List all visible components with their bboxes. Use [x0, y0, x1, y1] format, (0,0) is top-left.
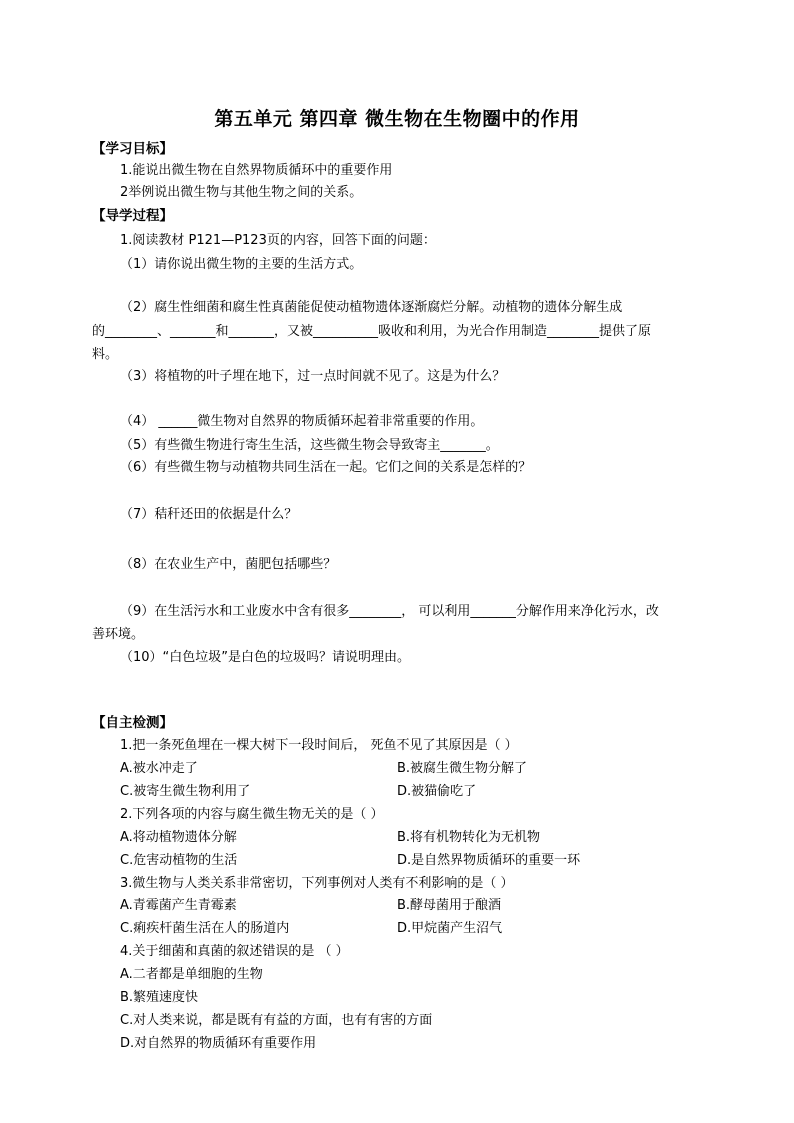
- process-intro: 1.阅读教材 P121—P123页的内容，回答下面的问题：: [120, 233, 436, 248]
- mc-option: A.青霉菌产生青霉素: [120, 898, 237, 913]
- mc-option: B.被腐生微生物分解了: [397, 761, 528, 776]
- mc-option: B.酵母菌用于酿酒: [397, 898, 502, 913]
- mc-option: C.对人类来说，都是既有有益的方面，也有有害的方面: [120, 1013, 433, 1028]
- mc-question-stem: 1.把一条死鱼埋在一棵大树下一段时间后， 死鱼不见了其原因是（ ）: [120, 738, 518, 753]
- question-4: （4） ______微生物对自然界的物质循环起着非常重要的作用。: [120, 414, 484, 429]
- mc-option: C.被寄生微生物利用了: [120, 784, 251, 799]
- mc-option: A.被水冲走了: [120, 761, 198, 776]
- mc-option: D.被猫偷吃了: [397, 784, 477, 799]
- question-6: （6）有些微生物与动植物共同生活在一起。它们之间的关系是怎样的？: [120, 460, 532, 475]
- question-2-line2: 的________、_______和_______，又被__________吸收和利用，为光合作用制造________提供了原: [92, 324, 652, 339]
- mc-option: B.将有机物转化为无机物: [397, 830, 541, 845]
- mc-question-stem: 3.微生物与人类关系非常密切，下列事例对人类有不利影响的是（ ）: [120, 876, 514, 891]
- question-3: （3）将植物的叶子埋在地下，过一点时间就不见了。这是为什么？: [120, 369, 506, 384]
- question-5: （5）有些微生物进行寄生生活，这些微生物会导致寄主_______。: [120, 438, 499, 453]
- mc-question-stem: 4.关于细菌和真菌的叙述错误的是 （ ）: [120, 944, 349, 959]
- mc-option: A.将动植物遗体分解: [120, 830, 237, 845]
- objectives-heading: 【学习目标】: [92, 141, 173, 157]
- mc-option: C.危害动植物的生活: [120, 853, 238, 868]
- page-title: 第五单元 第四章 微生物在生物圈中的作用: [214, 108, 580, 130]
- selfcheck-heading: 【自主检测】: [92, 715, 173, 731]
- objective-item: 2举例说出微生物与其他生物之间的关系。: [120, 185, 363, 200]
- question-10: （10）“白色垃圾”是白色的垃圾吗？请说明理由。: [120, 650, 411, 665]
- question-2-line1: （2）腐生性细菌和腐生性真菌能促使动植物遗体逐渐腐烂分解。动植物的遗体分解生成: [120, 300, 623, 315]
- mc-option: D.甲烷菌产生沼气: [397, 921, 503, 936]
- question-9-line2: 善环境。: [92, 627, 145, 642]
- mc-option: C.痢疾杆菌生活在人的肠道内: [120, 921, 290, 936]
- mc-option: A.二者都是单细胞的生物: [120, 967, 263, 982]
- question-9-line1: （9）在生活污水和工业废水中含有很多________， 可以利用_______分解作用来净化污水，改: [120, 604, 659, 619]
- mc-question-stem: 2.下列各项的内容与腐生微生物无关的是（ ）: [120, 807, 384, 822]
- question-1: （1）请你说出微生物的主要的生活方式。: [120, 257, 363, 272]
- mc-option: D.是自然界物质循环的重要一环: [397, 853, 581, 868]
- question-7: （7）秸秆还田的依据是什么？: [120, 507, 298, 522]
- mc-option: D.对自然界的物质循环有重要作用: [120, 1036, 317, 1051]
- question-8: （8）在农业生产中，菌肥包括哪些？: [120, 557, 337, 572]
- question-2-line3: 料。: [92, 347, 119, 362]
- process-heading: 【导学过程】: [92, 208, 173, 224]
- mc-option: B.繁殖速度快: [120, 990, 199, 1005]
- objective-item: 1.能说出微生物在自然界物质循环中的重要作用: [120, 163, 393, 178]
